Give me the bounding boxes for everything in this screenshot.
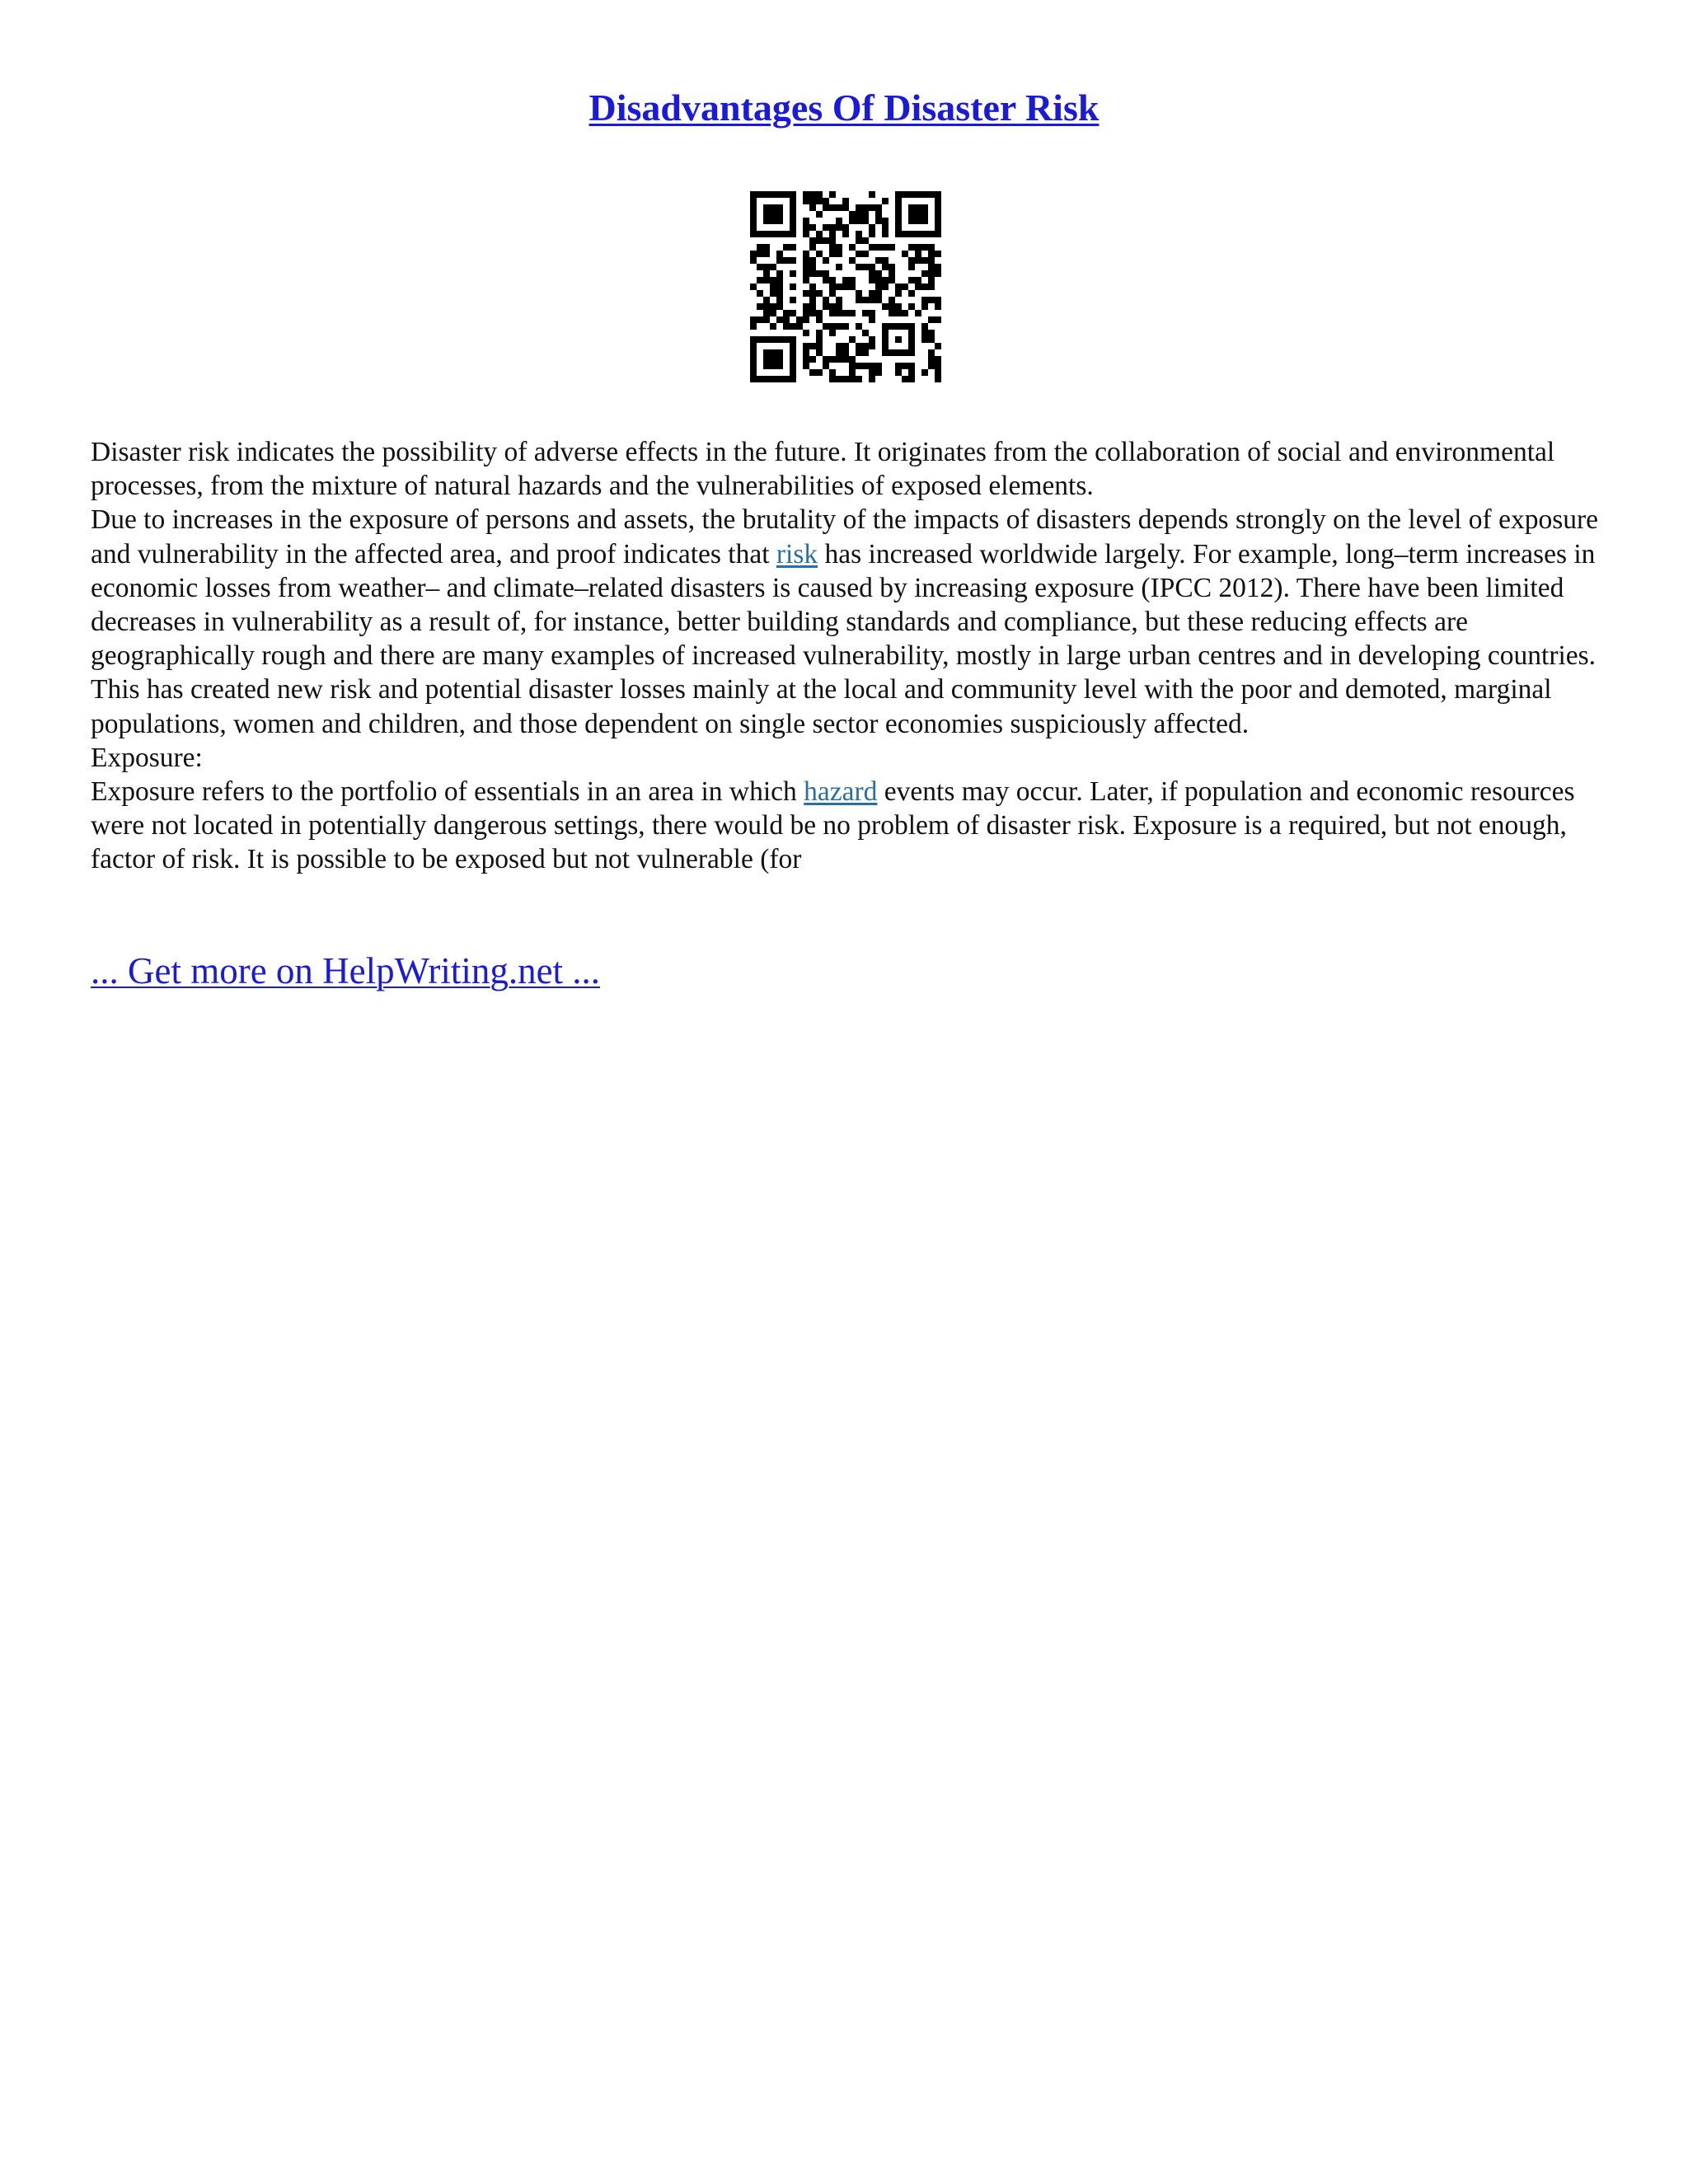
article-body <box>91 435 1607 877</box>
paragraph-exposure-definition <box>91 775 1607 877</box>
paragraph-text: has increased worldwide largely. For example, long–term increases in economic losses from weather– and climate–related disasters is caused by increasing exposure (IPCC 2012). There have been limited decreases in vulnerability as a result of, for instance, better building standards and compliance, but these reducing effects are geographically rough and there are many examples of increased vulnerability, mostly in large urban centres and in developing countries. This has created new risk and potential disaster losses mainly at the local and community level with the poor and demoted, marginal populations, women and children, and those dependent on single sector economies suspiciously affected. <box>91 538 1597 739</box>
paragraph-text: Exposure refers to the portfolio of essentials in an area in which <box>91 776 804 808</box>
qr-code-image <box>750 191 941 382</box>
title-container <box>0 86 1688 129</box>
get-more-link[interactable]: ... Get more on HelpWriting.net ... <box>91 950 601 991</box>
hazard-link[interactable]: hazard <box>804 776 878 808</box>
page-title-link[interactable]: Disadvantages Of Disaster Risk <box>588 87 1100 129</box>
more-link-container <box>91 949 600 992</box>
paragraph-exposure-heading: Exposure: <box>91 742 203 773</box>
paragraph-text: Due to increases in the exposure of persons and assets, the brutality of the impacts of disasters depends strongly on the level of exposure and vulnerability in the affected area, and proof indicates that <box>91 504 1599 569</box>
risk-link[interactable]: risk <box>776 538 818 569</box>
paragraph-exposure-vulnerability <box>91 503 1607 740</box>
paragraph-intro: Disaster risk indicates the possibility of adverse effects in the future. It originates from the collaboration of social and environmental processes, from the mixture of natural hazards and the vulnerabilities of exposed elements. <box>91 437 1555 502</box>
paragraph-text: events may occur. Later, if population and economic resources were not located in potentially dangerous settings, there would be no problem of disaster risk. Exposure is a required, but not enough, factor of risk. It is possible to be exposed but not vulnerable (for <box>91 776 1575 875</box>
